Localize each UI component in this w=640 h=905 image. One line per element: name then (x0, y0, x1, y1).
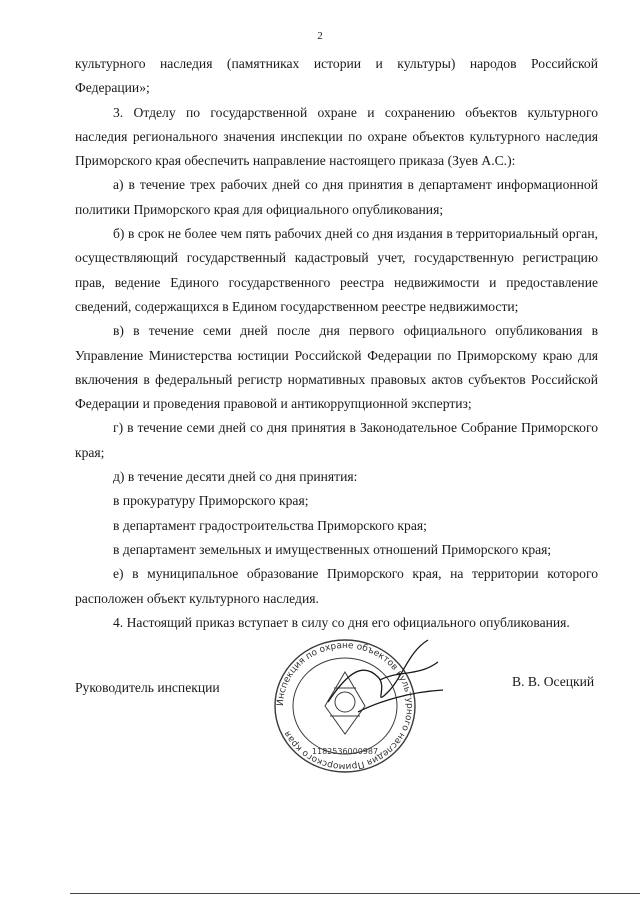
handwritten-signature (318, 632, 448, 722)
paragraph: г) в течение семи дней со дня принятия в Законодательное Собрание Приморского края; (75, 420, 598, 460)
paragraph: в департамент градостроительства Приморского края; (113, 517, 427, 533)
page-number: 2 (317, 30, 323, 42)
paragraph: 3. Отделу по государственной охране и сохранению объектов культурного наследия регионального значения инспекции по охране объектов культурного наследия Приморского края обеспечить направление настоящего приказа (Зуев А.С.): (75, 104, 598, 169)
scan-edge-line (70, 893, 640, 894)
paragraph: д) в течение десяти дней со дня принятия: (113, 469, 358, 485)
paragraph: б) в срок не более чем пять рабочих дней со дня издания в территориальный орган, осуществляющий государственный кадастровый учет, государственную регистрацию прав, ведение Единого государственного реестра недвижимости и предоставление сведений, содержащихся в Едином государственном реестре недвижимости; (75, 226, 598, 314)
document-body (75, 52, 598, 635)
paragraph: в прокуратуру Приморского края; (113, 493, 309, 509)
paragraph: а) в течение трех рабочих дней со дня принятия в департамент информационной политики Приморского края для официального опубликования; (75, 177, 598, 217)
paragraph: в) в течение семи дней после дня первого официального опубликования в Управление Министерства юстиции Российской Федерации по Приморскому краю для включения в федеральный регистр нормативных правовых актов субъектов Российской Федерации и проведения правовой и антикоррупционной экспертиз; (75, 323, 598, 412)
signatory-position: Руководитель инспекции (75, 680, 220, 695)
paragraph: культурного наследия (памятниках истории и культуры) народов Российской Федерации»; (75, 56, 598, 96)
paragraph: в департамент земельных и имущественных отношений Приморского края; (113, 541, 552, 557)
signatory-name: В. В. Осецкий (512, 674, 595, 689)
seal-number: 1182536000987 (311, 747, 379, 756)
paragraph: е) в муниципальное образование Приморского края, на территории которого расположен объект культурного наследия. (75, 566, 598, 606)
seal-ring-text: Инспекция по охране объектов культурного наследия Приморского края (275, 640, 415, 772)
paragraph: 4. Настоящий приказ вступает в силу со дня его официального опубликования. (113, 614, 570, 630)
